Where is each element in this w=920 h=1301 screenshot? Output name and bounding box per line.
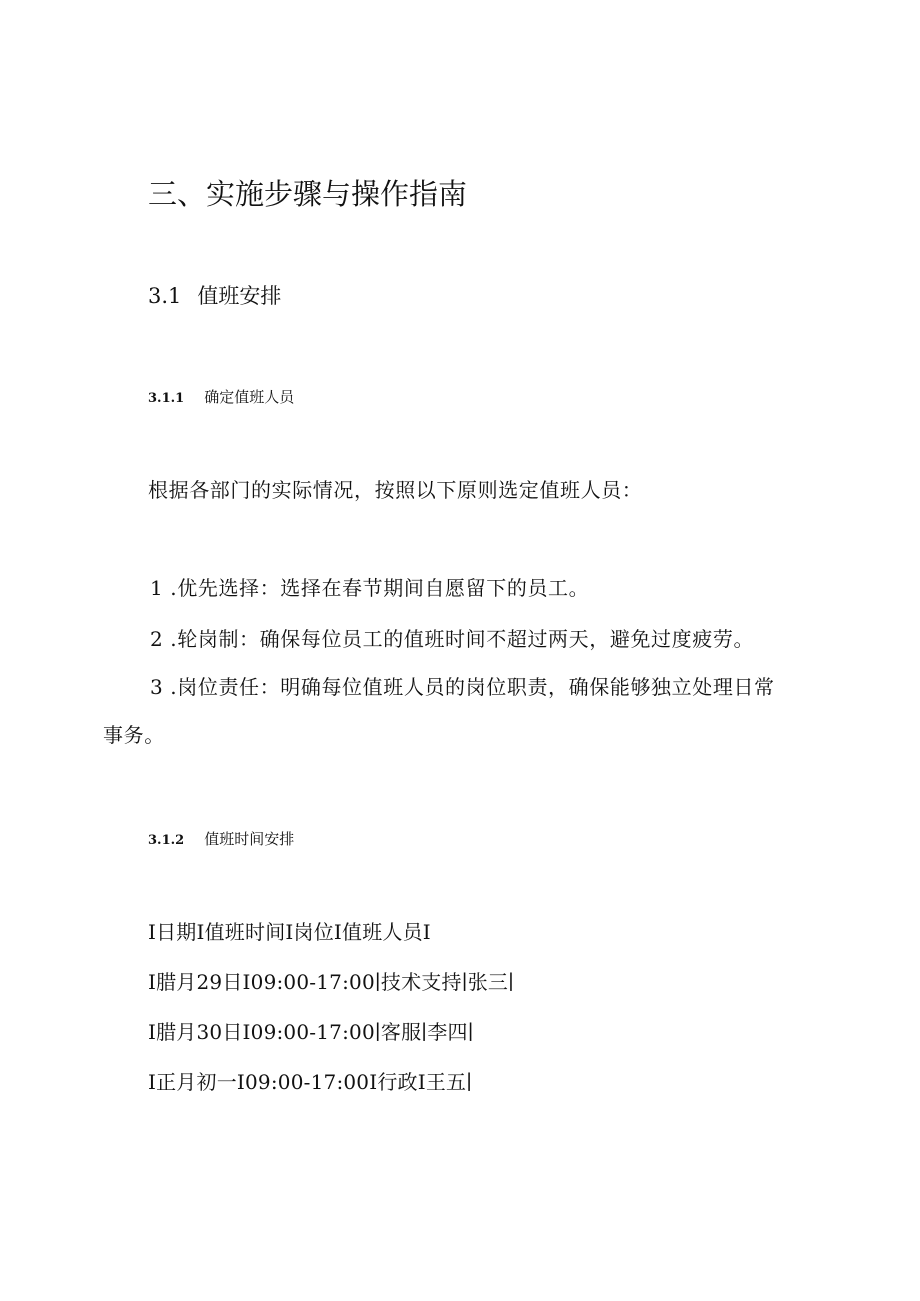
sub2-title: 值班时间安排 <box>204 830 295 848</box>
list-item-continuation: 事务。 <box>103 723 165 747</box>
table-row: I腊月29日I09:00-17:00∣技术支持∣张三∣ <box>148 970 515 994</box>
table-row: I腊月30日I09:00-17:00∣客服∣李四∣ <box>148 1020 474 1044</box>
sub1-heading <box>148 386 294 407</box>
list-item: 1 .优先选择：选择在春节期间自愿留下的员工。 <box>150 576 590 600</box>
section-title: 三、实施步骤与操作指南 <box>148 177 468 211</box>
table-row: I正月初一I09:00-17:00I行政I王五∣ <box>148 1070 473 1094</box>
intro-paragraph: 根据各部门的实际情况，按照以下原则选定值班人员： <box>148 478 643 502</box>
sub2-heading <box>148 828 294 849</box>
subsection-number: 3.1 <box>148 284 182 308</box>
list-item: 2 .轮岗制：确保每位员工的值班时间不超过两天，避免过度疲劳。 <box>150 627 755 651</box>
sub1-number: 3.1.1 <box>148 391 185 406</box>
sub2-number: 3.1.2 <box>148 833 185 848</box>
table-header-row: I日期I值班时间I岗位I值班人员I <box>148 920 431 944</box>
subsection-heading <box>148 280 281 310</box>
subsection-title: 值班安排 <box>197 284 282 308</box>
sub1-title: 确定值班人员 <box>204 388 295 406</box>
list-item: 3 .岗位责任：明确每位值班人员的岗位职责，确保能够独立处理日常 <box>150 675 775 699</box>
